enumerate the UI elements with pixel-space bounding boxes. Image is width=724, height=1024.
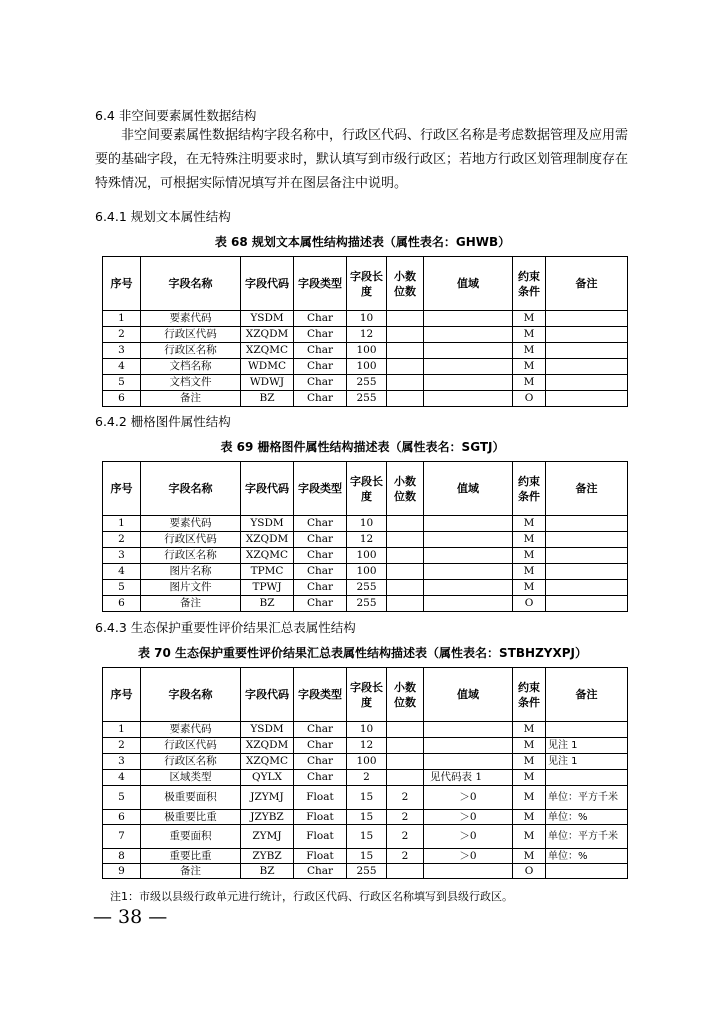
- col-header-range: 值域: [424, 257, 513, 311]
- col-header-code: 字段代码: [241, 462, 294, 516]
- cell-range: [424, 359, 513, 375]
- cell-range: ＞0: [424, 849, 513, 864]
- cell-name: 行政区名称: [141, 343, 241, 359]
- cell-note: [546, 343, 628, 359]
- cell-dec: [387, 343, 424, 359]
- cell-note: [546, 327, 628, 343]
- cell-name: 重要面积: [141, 825, 241, 849]
- cell-dec: [387, 391, 424, 407]
- cell-type: Char: [294, 754, 347, 770]
- cell-len: 15: [347, 825, 387, 849]
- cell-len: 100: [347, 548, 387, 564]
- page-number: — 38 —: [93, 906, 168, 928]
- cell-name: 备注: [141, 864, 241, 879]
- cell-len: 2: [347, 770, 387, 786]
- cell-code: YSDM: [241, 722, 294, 738]
- col-header-cons: 约束条件: [513, 257, 546, 311]
- table-row: [103, 311, 628, 327]
- cell-len: 15: [347, 849, 387, 864]
- col-header-code: 字段代码: [241, 257, 294, 311]
- cell-type: Char: [294, 359, 347, 375]
- table-row: [103, 343, 628, 359]
- table-row: [103, 580, 628, 596]
- cell-name: 极重要比重: [141, 810, 241, 825]
- col-header-range: 值域: [424, 462, 513, 516]
- cell-len: 10: [347, 722, 387, 738]
- cell-seq: 3: [103, 548, 141, 564]
- col-header-dec: 小数位数: [387, 462, 424, 516]
- col-header-cons: 约束条件: [513, 462, 546, 516]
- section-heading-6-4-2: 6.4.2 栅格图件属性结构: [95, 414, 231, 429]
- cell-code: WDWJ: [241, 375, 294, 391]
- col-header-name: 字段名称: [141, 257, 241, 311]
- cell-code: XZQDM: [241, 532, 294, 548]
- cell-note: 见注 1: [546, 754, 628, 770]
- cell-code: XZQMC: [241, 548, 294, 564]
- paragraph-text: 非空间要素属性数据结构字段名称中，行政区代码、行政区名称是考虑数据管理及应用需要的基础字段，在无特殊注明要求时，默认填写到市级行政区；若地方行政区划管理制度存在特殊情况，可根据实际情况填写并在图层备注中说明。: [95, 128, 629, 191]
- cell-seq: 2: [103, 738, 141, 754]
- cell-note: [546, 864, 628, 879]
- cell-dec: [387, 580, 424, 596]
- cell-code: YSDM: [241, 516, 294, 532]
- cell-type: Char: [294, 343, 347, 359]
- table-row: [103, 849, 628, 864]
- col-header-dec: 小数位数: [387, 668, 424, 722]
- cell-seq: 1: [103, 722, 141, 738]
- table-row: [103, 564, 628, 580]
- table-row: [103, 825, 628, 849]
- col-header-len: 字段长度: [347, 462, 387, 516]
- cell-dec: [387, 532, 424, 548]
- cell-seq: 5: [103, 786, 141, 810]
- cell-cons: M: [513, 311, 546, 327]
- cell-note: [546, 564, 628, 580]
- cell-code: XZQDM: [241, 738, 294, 754]
- cell-code: BZ: [241, 864, 294, 879]
- col-header-cons: 约束条件: [513, 668, 546, 722]
- cell-range: [424, 548, 513, 564]
- cell-range: [424, 343, 513, 359]
- cell-len: 12: [347, 532, 387, 548]
- cell-type: Char: [294, 391, 347, 407]
- cell-len: 100: [347, 359, 387, 375]
- col-header-len: 字段长度: [347, 668, 387, 722]
- cell-seq: 6: [103, 810, 141, 825]
- cell-cons: M: [513, 327, 546, 343]
- cell-type: Char: [294, 327, 347, 343]
- cell-type: Float: [294, 849, 347, 864]
- col-header-dec: 小数位数: [387, 257, 424, 311]
- cell-seq: 3: [103, 343, 141, 359]
- cell-len: 15: [347, 786, 387, 810]
- cell-dec: [387, 564, 424, 580]
- cell-len: 255: [347, 391, 387, 407]
- cell-note: [546, 770, 628, 786]
- cell-seq: 8: [103, 849, 141, 864]
- cell-dec: [387, 864, 424, 879]
- cell-cons: O: [513, 596, 546, 612]
- cell-cons: M: [513, 375, 546, 391]
- col-header-range: 值域: [424, 668, 513, 722]
- cell-code: XZQDM: [241, 327, 294, 343]
- cell-dec: 2: [387, 810, 424, 825]
- cell-range: [424, 391, 513, 407]
- cell-range: [424, 738, 513, 754]
- cell-range: [424, 516, 513, 532]
- cell-type: Char: [294, 722, 347, 738]
- cell-len: 10: [347, 311, 387, 327]
- cell-seq: 5: [103, 375, 141, 391]
- cell-range: [424, 532, 513, 548]
- cell-note: 见注 1: [546, 738, 628, 754]
- col-header-name: 字段名称: [141, 668, 241, 722]
- table-header-row: [103, 257, 628, 311]
- cell-range: ＞0: [424, 810, 513, 825]
- cell-type: Char: [294, 375, 347, 391]
- cell-cons: M: [513, 359, 546, 375]
- cell-cons: M: [513, 849, 546, 864]
- table-row: [103, 327, 628, 343]
- col-header-note: 备注: [546, 257, 628, 311]
- table-row: [103, 738, 628, 754]
- cell-range: ＞0: [424, 825, 513, 849]
- cell-note: [546, 391, 628, 407]
- cell-name: 要素代码: [141, 311, 241, 327]
- cell-seq: 4: [103, 359, 141, 375]
- table-70: [102, 667, 628, 879]
- cell-len: 255: [347, 580, 387, 596]
- cell-type: Char: [294, 516, 347, 532]
- col-header-len: 字段长度: [347, 257, 387, 311]
- cell-len: 15: [347, 810, 387, 825]
- cell-seq: 6: [103, 391, 141, 407]
- cell-cons: O: [513, 391, 546, 407]
- cell-name: 行政区名称: [141, 754, 241, 770]
- cell-code: TPWJ: [241, 580, 294, 596]
- cell-note: 单位：%: [546, 810, 628, 825]
- cell-len: 255: [347, 596, 387, 612]
- col-header-seq: 序号: [103, 462, 141, 516]
- cell-code: JZYBZ: [241, 810, 294, 825]
- cell-code: BZ: [241, 391, 294, 407]
- table-row: [103, 786, 628, 810]
- table-row: [103, 596, 628, 612]
- cell-len: 255: [347, 375, 387, 391]
- cell-note: [546, 596, 628, 612]
- col-header-note: 备注: [546, 668, 628, 722]
- cell-code: WDMC: [241, 359, 294, 375]
- cell-seq: 3: [103, 754, 141, 770]
- col-header-seq: 序号: [103, 257, 141, 311]
- cell-len: 255: [347, 864, 387, 879]
- cell-range: [424, 722, 513, 738]
- cell-name: 备注: [141, 391, 241, 407]
- cell-type: Float: [294, 825, 347, 849]
- cell-cons: M: [513, 786, 546, 810]
- table-row: [103, 754, 628, 770]
- cell-len: 12: [347, 327, 387, 343]
- cell-note: [546, 532, 628, 548]
- cell-cons: M: [513, 810, 546, 825]
- cell-cons: M: [513, 343, 546, 359]
- cell-len: 100: [347, 343, 387, 359]
- cell-seq: 1: [103, 311, 141, 327]
- cell-type: Char: [294, 548, 347, 564]
- cell-type: Char: [294, 532, 347, 548]
- cell-type: Char: [294, 864, 347, 879]
- cell-seq: 7: [103, 825, 141, 849]
- cell-dec: [387, 375, 424, 391]
- table-row: [103, 810, 628, 825]
- cell-name: 备注: [141, 596, 241, 612]
- cell-seq: 4: [103, 564, 141, 580]
- cell-dec: [387, 327, 424, 343]
- cell-range: [424, 754, 513, 770]
- cell-range: [424, 375, 513, 391]
- cell-dec: [387, 548, 424, 564]
- cell-note: [546, 359, 628, 375]
- cell-cons: M: [513, 722, 546, 738]
- cell-code: TPMC: [241, 564, 294, 580]
- cell-type: Char: [294, 564, 347, 580]
- table-row: [103, 375, 628, 391]
- table-68-caption: 表 68 规划文本属性结构描述表（属性表名：GHWB）: [214, 235, 511, 249]
- cell-range: [424, 327, 513, 343]
- cell-cons: M: [513, 754, 546, 770]
- table-70-footnote: 注1：市级以县级行政单元进行统计，行政区代码、行政区名称填写到县级行政区。: [110, 890, 513, 903]
- cell-name: 要素代码: [141, 516, 241, 532]
- table-69: [102, 461, 628, 612]
- table-body: [103, 516, 628, 612]
- table-68: [102, 256, 628, 407]
- cell-code: QYLX: [241, 770, 294, 786]
- section-heading-6-4-3: 6.4.3 生态保护重要性评价结果汇总表属性结构: [95, 620, 356, 635]
- cell-range: ＞0: [424, 786, 513, 810]
- table-header-row: [103, 462, 628, 516]
- cell-note: [546, 311, 628, 327]
- cell-note: [546, 548, 628, 564]
- cell-range: [424, 596, 513, 612]
- cell-code: BZ: [241, 596, 294, 612]
- cell-name: 重要比重: [141, 849, 241, 864]
- cell-dec: [387, 754, 424, 770]
- table-body: [103, 311, 628, 407]
- table-header-row: [103, 668, 628, 722]
- cell-type: Char: [294, 311, 347, 327]
- cell-cons: M: [513, 516, 546, 532]
- section-heading-6-4: 6.4 非空间要素属性数据结构: [95, 108, 257, 123]
- cell-note: 单位：%: [546, 849, 628, 864]
- col-header-note: 备注: [546, 462, 628, 516]
- cell-len: 100: [347, 564, 387, 580]
- cell-code: JZYMJ: [241, 786, 294, 810]
- cell-dec: [387, 359, 424, 375]
- cell-name: 要素代码: [141, 722, 241, 738]
- table-row: [103, 548, 628, 564]
- cell-range: [424, 311, 513, 327]
- cell-dec: [387, 516, 424, 532]
- cell-seq: 1: [103, 516, 141, 532]
- table-row: [103, 864, 628, 879]
- cell-dec: 2: [387, 825, 424, 849]
- cell-range: [424, 864, 513, 879]
- cell-note: [546, 375, 628, 391]
- cell-dec: [387, 738, 424, 754]
- cell-seq: 2: [103, 532, 141, 548]
- cell-cons: M: [513, 564, 546, 580]
- cell-len: 12: [347, 738, 387, 754]
- cell-range: 见代码表 1: [424, 770, 513, 786]
- cell-dec: [387, 596, 424, 612]
- col-header-type: 字段类型: [294, 668, 347, 722]
- col-header-name: 字段名称: [141, 462, 241, 516]
- cell-type: Char: [294, 580, 347, 596]
- cell-range: [424, 564, 513, 580]
- cell-len: 100: [347, 754, 387, 770]
- cell-note: [546, 722, 628, 738]
- cell-dec: 2: [387, 786, 424, 810]
- cell-type: Char: [294, 770, 347, 786]
- cell-name: 图片名称: [141, 564, 241, 580]
- cell-type: Float: [294, 786, 347, 810]
- cell-name: 文档文件: [141, 375, 241, 391]
- col-header-type: 字段类型: [294, 462, 347, 516]
- cell-name: 文档名称: [141, 359, 241, 375]
- cell-name: 行政区代码: [141, 532, 241, 548]
- cell-cons: M: [513, 548, 546, 564]
- cell-note: [546, 516, 628, 532]
- cell-dec: 2: [387, 849, 424, 864]
- cell-cons: M: [513, 770, 546, 786]
- cell-seq: 5: [103, 580, 141, 596]
- table-69-caption: 表 69 栅格图件属性结构描述表（属性表名：SGTJ）: [220, 440, 505, 454]
- table-row: [103, 516, 628, 532]
- table-body: [103, 722, 628, 879]
- cell-name: 行政区代码: [141, 738, 241, 754]
- cell-seq: 2: [103, 327, 141, 343]
- cell-note: 单位：平方千米: [546, 786, 628, 810]
- cell-name: 行政区名称: [141, 548, 241, 564]
- cell-len: 10: [347, 516, 387, 532]
- col-header-seq: 序号: [103, 668, 141, 722]
- section-paragraph: [95, 124, 630, 196]
- cell-cons: M: [513, 825, 546, 849]
- cell-dec: [387, 311, 424, 327]
- cell-cons: M: [513, 532, 546, 548]
- cell-type: Char: [294, 596, 347, 612]
- cell-code: XZQMC: [241, 754, 294, 770]
- cell-type: Char: [294, 738, 347, 754]
- table-row: [103, 391, 628, 407]
- cell-name: 行政区代码: [141, 327, 241, 343]
- section-heading-6-4-1: 6.4.1 规划文本属性结构: [95, 209, 231, 224]
- cell-seq: 4: [103, 770, 141, 786]
- cell-note: [546, 580, 628, 596]
- cell-range: [424, 580, 513, 596]
- cell-code: ZYBZ: [241, 849, 294, 864]
- table-row: [103, 722, 628, 738]
- col-header-type: 字段类型: [294, 257, 347, 311]
- table-row: [103, 770, 628, 786]
- cell-seq: 6: [103, 596, 141, 612]
- cell-name: 极重要面积: [141, 786, 241, 810]
- cell-dec: [387, 722, 424, 738]
- cell-seq: 9: [103, 864, 141, 879]
- cell-name: 图片文件: [141, 580, 241, 596]
- table-row: [103, 532, 628, 548]
- cell-cons: M: [513, 738, 546, 754]
- cell-code: ZYMJ: [241, 825, 294, 849]
- cell-cons: O: [513, 864, 546, 879]
- table-70-caption: 表 70 生态保护重要性评价结果汇总表属性结构描述表（属性表名：STBHZYXPJ）: [138, 646, 587, 660]
- cell-code: YSDM: [241, 311, 294, 327]
- cell-name: 区域类型: [141, 770, 241, 786]
- cell-code: XZQMC: [241, 343, 294, 359]
- cell-note: 单位：平方千米: [546, 825, 628, 849]
- cell-cons: M: [513, 580, 546, 596]
- cell-type: Float: [294, 810, 347, 825]
- col-header-code: 字段代码: [241, 668, 294, 722]
- cell-dec: [387, 770, 424, 786]
- table-row: [103, 359, 628, 375]
